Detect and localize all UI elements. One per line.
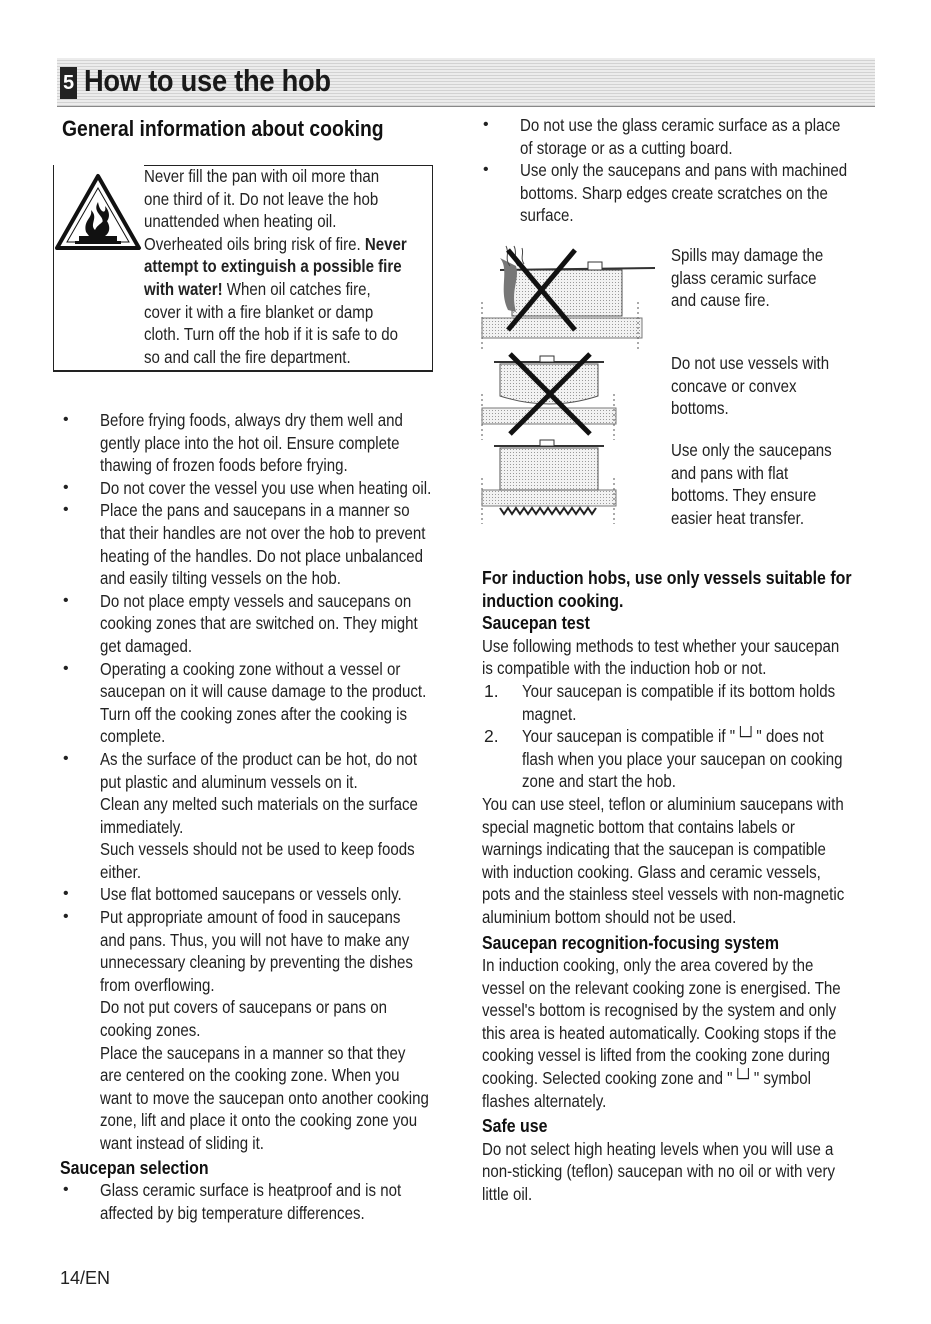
figure-caption-concave: Do not use vessels with concave or convex bottoms.: [671, 353, 830, 419]
list-item: • Do not cover the vessel you use when heating oil.: [60, 477, 460, 500]
concave-vessel-illustration: [480, 350, 630, 440]
list-item: • Place the pans and saucepans in a manner so that their handles are not over the hob to prevent heating of the handles. Do not place unbalanced and easily tilting vessels on the hob.: [60, 499, 460, 589]
section-title: How to use the hob: [84, 63, 331, 98]
general-info-heading: General information about cooking: [62, 116, 384, 141]
left-heading-wrap: [62, 118, 427, 141]
section-banner: [57, 58, 875, 107]
left-bullets: [60, 409, 460, 1224]
list-item: • Operating a cooking zone without a vessel or saucepan on it will cause damage to the product. Turn off the cooking zones after the cooking is complete.: [60, 658, 460, 748]
recognition-heading: Saucepan recognition-focusing system: [482, 931, 780, 953]
warning-text: Never fill the pan with oil more than one third of it. Do not leave the hob unattended when heating oil. Overheated oils bring risk of fire. Never attempt to extinguish a possible fire with water! When oil catches fire, cover it with a fire blanket or damp cloth. Turn off the hob if it is safe to do so and call the fire department.: [144, 166, 407, 367]
list-item: • Do not place empty vessels and saucepans on cooking zones that are switched on. They might get damaged.: [60, 590, 460, 658]
right-lower-text: For induction hobs, use only vessels suitable for induction cooking. Saucepan test Use following methods to test whether your saucepan is compatible with the induction hob or not. 1. Your saucepan is compatible if its bottom holds magnet. 2. Your saucepan is compatible if "└┘" does not flash when you place your saucepan on cooking zone and start the hob. You can use steel, teflon or aluminium saucepans with special magnetic bottom that contains labels or warnings indicating that the saucepan is compatible with induction cooking. Glass and ceramic vessels, pots and the stainless steel vessels with non-magnetic aluminium bottom should not be used. Saucepan recognition-focusing system In induction cooking, only the area covered by the vessel on the relevant cooking zone is energised. The vessel's bottom is recognised by the system and only this area is heated automatically. Cooking stops if the cooking vessel is lifted from the cooking zone during cooking. Selected cooking zone and "└┘" symbol flashes alternately. Safe use Do not select high heating levels when you will use a non-sticking (teflon) saucepan with no oil or with very little oil.: [482, 567, 882, 1206]
figure-caption-spill: Spills may damage the glass ceramic surface and cause fire.: [671, 245, 824, 311]
section-number: 5: [60, 67, 77, 99]
warning-box: [53, 165, 433, 372]
safe-use-heading: Safe use: [482, 1115, 548, 1137]
list-item: • Glass ceramic surface is heatproof and is not affected by big temperature differences.: [60, 1179, 460, 1224]
list-item: • Do not use the glass ceramic surface as a place of storage or as a cutting board.: [480, 114, 880, 159]
saucepan-test-heading: Saucepan test: [482, 612, 590, 634]
flat-vessel-illustration: [480, 434, 630, 524]
list-item: • As the surface of the product can be hot, do not put plastic and aluminum vessels on it. Clean any melted such materials on the surface immediately. Such vessels should not be used to keep foods either.: [60, 748, 460, 884]
page-number: 14/EN: [60, 1268, 111, 1288]
fire-warning-icon: [53, 172, 143, 252]
recognition-paragraph: In induction cooking, only the area covered by the vessel on the relevant cooking zone is energised. The vessel's bottom is recognised by the system and only this area is heated automatically. Cooking stops if the cooking vessel is lifted from the cooking zone during cooking. Selected cooking zone and "└┘" symbol flashes alternately.: [482, 955, 841, 1111]
saucepan-test-steps: [482, 680, 882, 793]
spill-illustration: [480, 240, 660, 350]
list-item: • Use flat bottomed saucepans or vessels only.: [60, 883, 460, 906]
list-item: • Put appropriate amount of food in saucepans and pans. Thus, you will not have to make any unnecessary cleaning by preventing the dishes from overflowing. Do not put covers of saucepans or pans on cooking zones. Place the saucepans in a manner so that they are centered on the cooking zone. When you want to move the saucepan onto another cooking zone, lift and place it onto the cooking zone you want instead of sliding it.: [60, 906, 460, 1155]
materials-paragraph: You can use steel, teflon or aluminium saucepans with special magnetic bottom that contains labels or warnings indicating that the saucepan is compatible with induction cooking. Glass and ceramic vessels, pots and the stainless steel vessels with non-magnetic aluminium bottom should not be used.: [482, 793, 845, 927]
list-item: 1. Your saucepan is compatible if its bottom holds magnet.: [484, 680, 836, 724]
figure-caption-flat: Use only the saucepans and pans with flat bottoms. They ensure easier heat transfer.: [671, 440, 832, 528]
list-item: • Use only the saucepans and pans with machined bottoms. Sharp edges create scratches on the surface.: [480, 159, 880, 227]
right-top-bullets: [480, 114, 880, 227]
saucepan-selection-heading: Saucepan selection: [60, 1156, 209, 1178]
induction-heading: For induction hobs, use only vessels suitable for: [482, 567, 852, 588]
safe-use-paragraph: Do not select high heating levels when you will use a non-sticking (teflon) saucepan with no oil or with very little oil.: [482, 1138, 836, 1205]
list-item: • Before frying foods, always dry them well and gently place into the hot oil. Ensure complete thawing of frozen foods before frying.: [60, 409, 460, 477]
list-item: 2. Your saucepan is compatible if "└┘" does not flash when you place your saucepan on cooking zone and start the hob.: [484, 726, 843, 792]
